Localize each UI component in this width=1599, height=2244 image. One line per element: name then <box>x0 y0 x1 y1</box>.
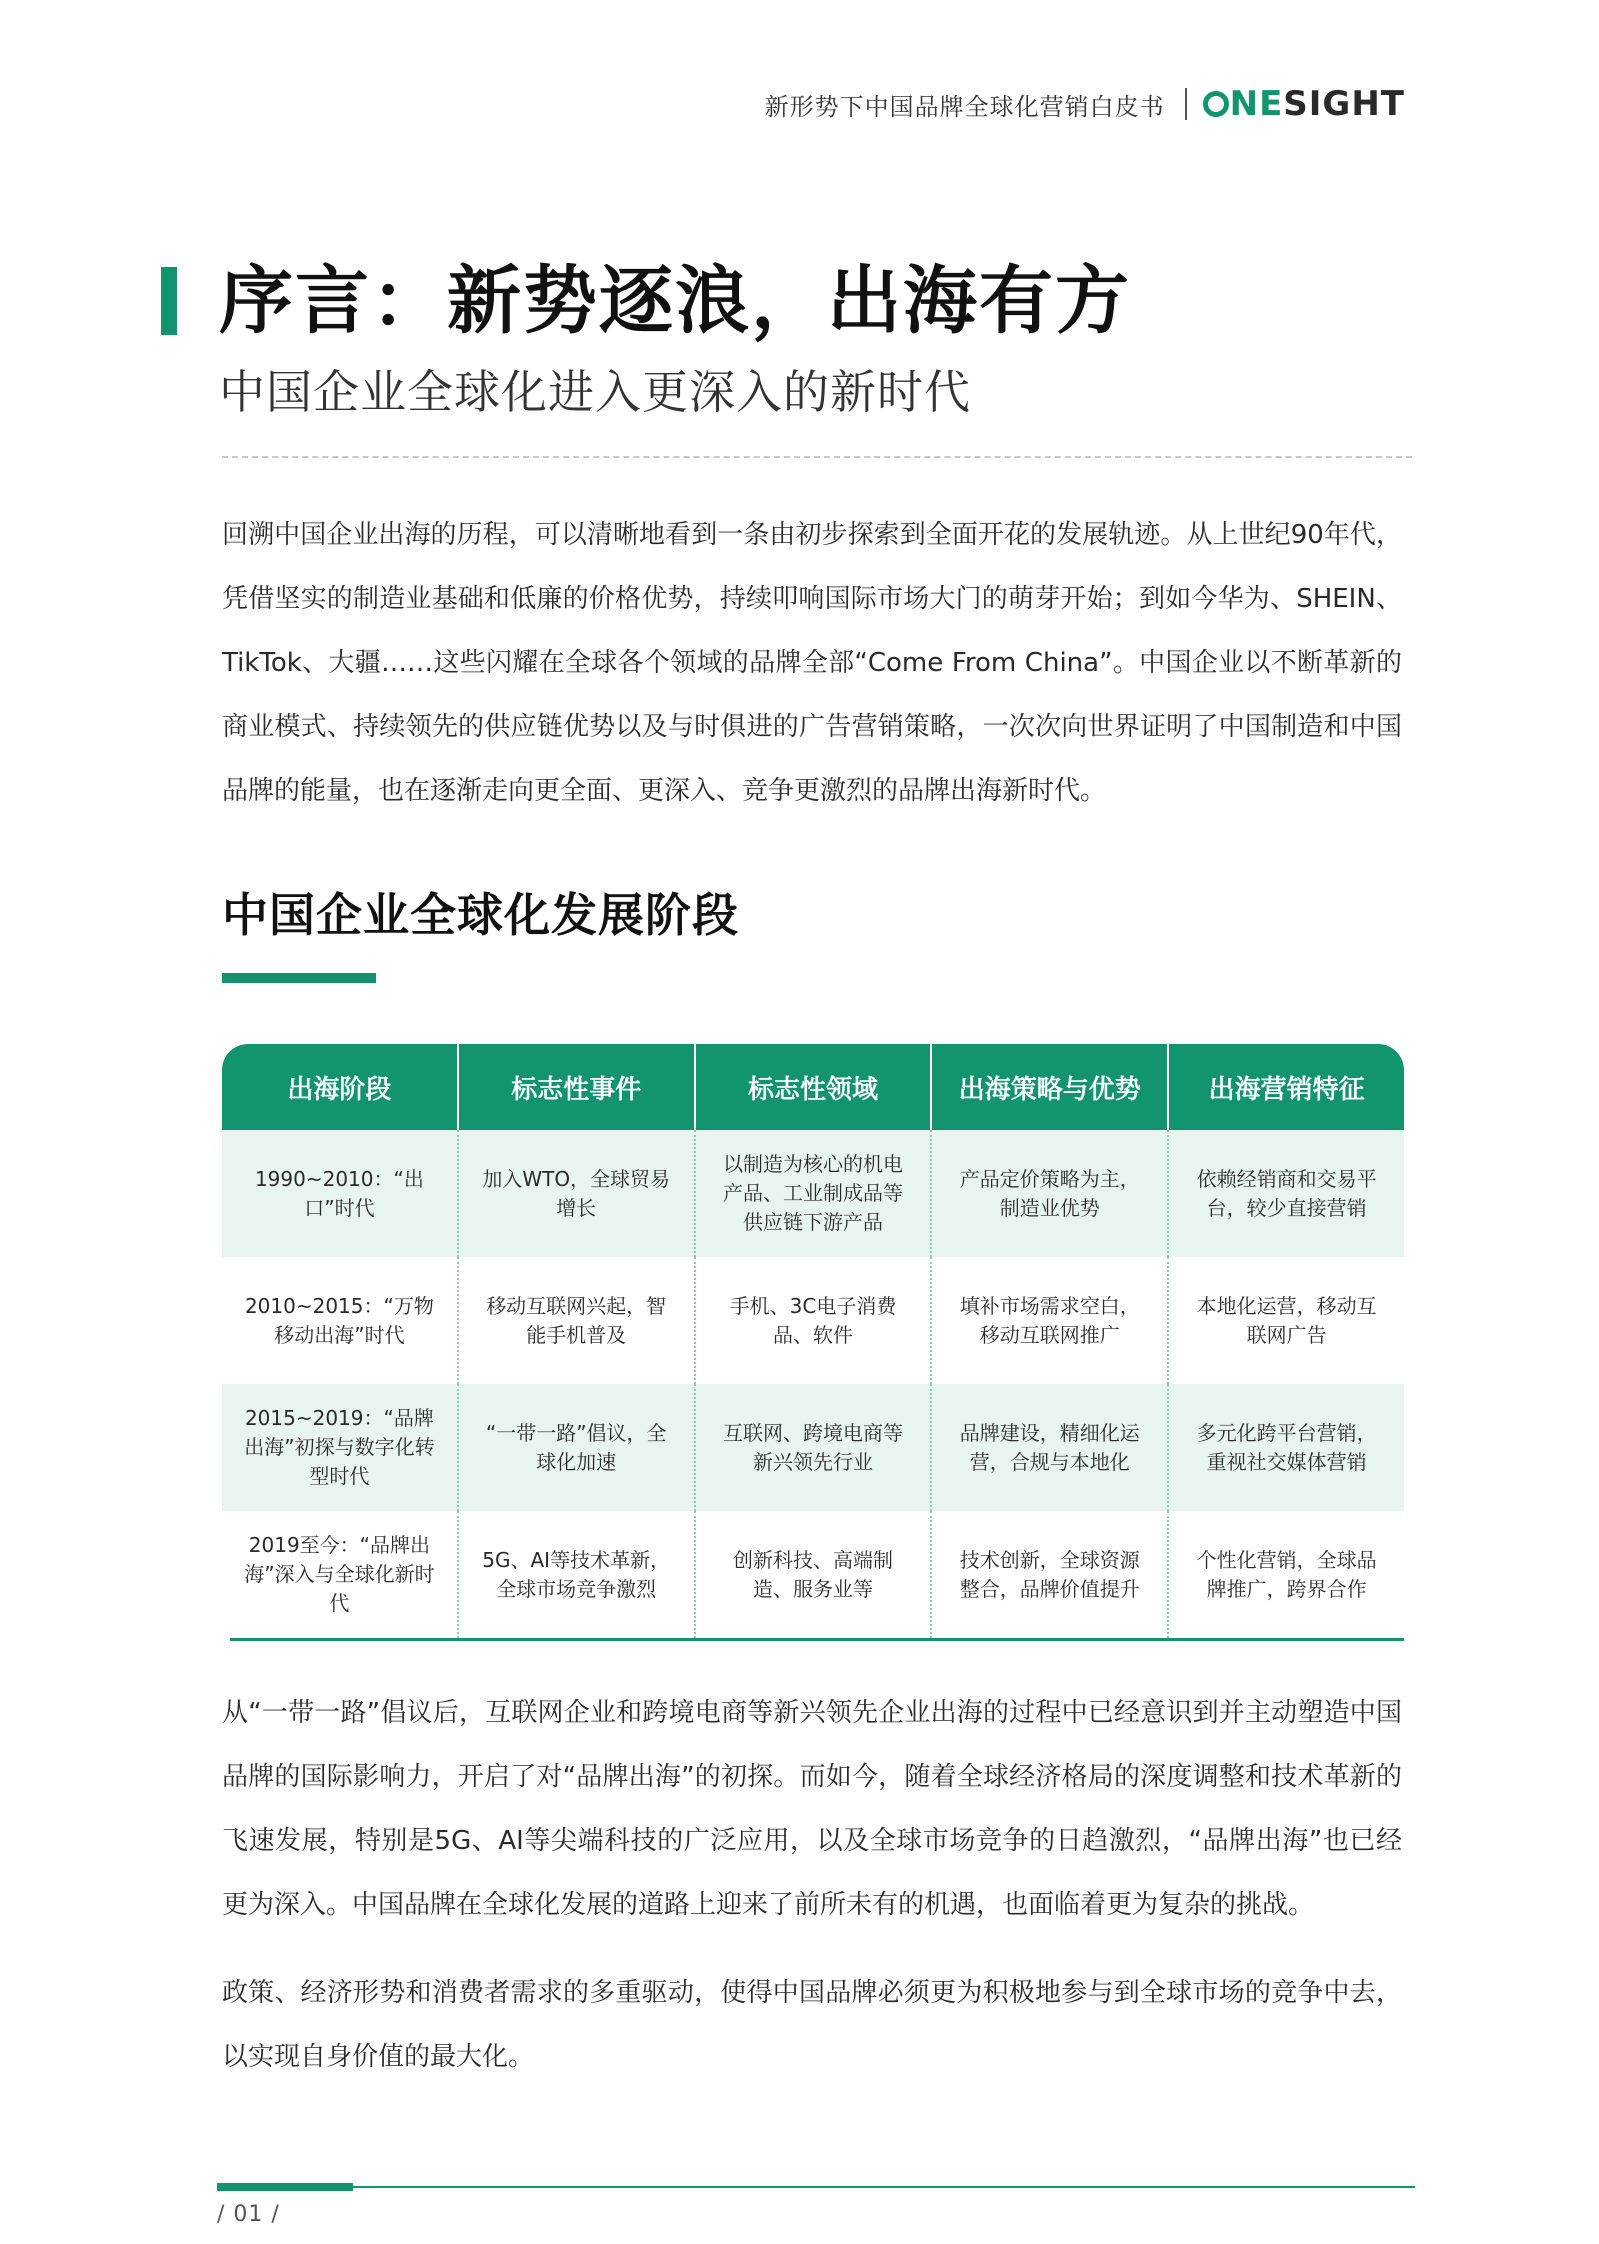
table-cell: 个性化营销，全球品牌推广，跨界合作 <box>1196 1547 1377 1601</box>
table-cell: 1990~2010：“出口”时代 <box>222 1130 459 1257</box>
footer-rule <box>217 2186 1415 2188</box>
table-header-cell: 标志性领域 <box>696 1044 933 1130</box>
page-header <box>765 86 1405 122</box>
table-header-cell: 出海策略与优势 <box>932 1044 1169 1130</box>
title-accent-bar <box>161 267 177 335</box>
logo-text-secondary: SIGHT <box>1283 84 1405 124</box>
table-cell: 移动互联网兴起，智能手机普及 <box>459 1257 696 1384</box>
table-header-cell: 标志性事件 <box>459 1044 696 1130</box>
table-cell: 加入WTO，全球贸易增长 <box>459 1130 696 1257</box>
table-bottom-rule <box>230 1638 1404 1641</box>
page-title: 序言：新势逐浪，出海有方 <box>219 258 1131 344</box>
table-row <box>222 1384 1404 1511</box>
stages-table <box>222 1044 1404 1641</box>
table-cell: 5G、AI等技术革新，全球市场竞争激烈 <box>459 1511 696 1638</box>
table-row <box>222 1257 1404 1384</box>
section-title: 中国企业全球化发展阶段 <box>222 888 739 942</box>
body-paragraph: 从“一带一路”倡议后，互联网企业和跨境电商等新兴领先企业出海的过程中已经意识到并主动塑造中国品牌的国际影响力，开启了对“品牌出海”的初探。而如今，随着全球经济格局的深度调整和技术革新的飞速发展，特别是5G、AI等尖端科技的广泛应用，以及全球市场竞争的日趋激烈，“品牌出海”也已经更为深入。中国品牌在全球化发展的道路上迎来了前所未有的机遇，也面临着更为复杂的挑战。 <box>222 1698 1402 1920</box>
table-cell: 品牌建设，精细化运营，合规与本地化 <box>932 1384 1169 1511</box>
header-title: 新形势下中国品牌全球化营销白皮书 <box>764 92 1165 121</box>
table-cell: 依赖经销商和交易平台，较少直接营销 <box>1196 1166 1377 1220</box>
table-row <box>222 1511 1404 1638</box>
intro-paragraph: 回溯中国企业出海的历程，可以清晰地看到一条由初步探索到全面开花的发展轨迹。从上世纪90年代，凭借坚实的制造业基础和低廉的价格优势，持续叩响国际市场大门的萌芽开始；到如今华为、SHEIN、TikTok、大疆……这些闪耀在全球各个领域的品牌全部“Come From China”。中国企业以不断革新的商业模式、持续领先的供应链优势以及与时俱进的广告营销策略，一次次向世界证明了中国制造和中国品牌的能量，也在逐渐走向更全面、更深入、竞争更激烈的品牌出海新时代。 <box>222 520 1402 806</box>
onesight-logo <box>1203 84 1405 124</box>
table-cell: 2015~2019：“品牌出海”初探与数字化转型时代 <box>222 1384 459 1511</box>
section-underline <box>222 973 376 983</box>
table-cell: 手机、3C电子消费品、软件 <box>696 1257 933 1384</box>
table-header-cell: 出海阶段 <box>222 1044 459 1130</box>
page-number: / 01 / <box>217 2202 280 2227</box>
dashed-divider <box>222 456 1412 458</box>
table-cell: 产品定价策略为主，制造业优势 <box>932 1130 1169 1257</box>
table-cell: 互联网、跨境电商等新兴领先行业 <box>696 1384 933 1511</box>
table-cell: 多元化跨平台营销，重视社交媒体营销 <box>1196 1420 1377 1474</box>
logo-text-primary: NE <box>1229 84 1284 124</box>
page-subtitle: 中国企业全球化进入更深入的新时代 <box>219 365 971 419</box>
table-cell: 以制造为核心的机电产品、工业制成品等供应链下游产品 <box>696 1130 933 1257</box>
table-cell: 2010~2015：“万物移动出海”时代 <box>222 1257 459 1384</box>
table-cell: 技术创新，全球资源整合，品牌价值提升 <box>932 1511 1169 1638</box>
logo-ring-icon <box>1203 91 1229 117</box>
body-paragraph: 政策、经济形势和消费者需求的多重驱动，使得中国品牌必须更为积极地参与到全球市场的竞争中去，以实现自身价值的最大化。 <box>222 1978 1402 2072</box>
table-cell: 填补市场需求空白，移动互联网推广 <box>932 1257 1169 1384</box>
footer-accent <box>217 2183 353 2191</box>
table-header-row <box>222 1044 1404 1130</box>
table-cell: “一带一路”倡议，全球化加速 <box>459 1384 696 1511</box>
table-cell: 2019至今：“品牌出海”深入与全球化新时代 <box>222 1511 459 1638</box>
table-cell: 本地化运营，移动互联网广告 <box>1196 1293 1377 1347</box>
table-row <box>222 1130 1404 1257</box>
table-cell: 创新科技、高端制造、服务业等 <box>696 1511 933 1638</box>
header-divider <box>1185 88 1187 120</box>
table-header-cell: 出海营销特征 <box>1208 1074 1365 1105</box>
